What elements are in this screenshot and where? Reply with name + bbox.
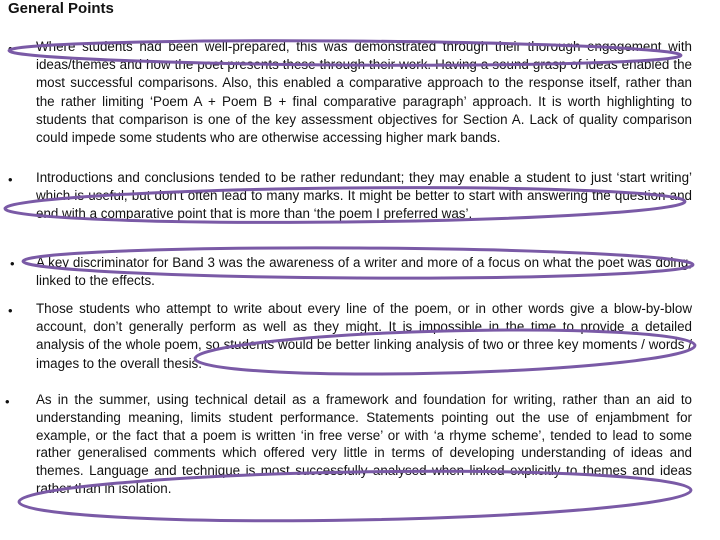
- list-item: Where students had been well-prepared, this was demonstrated through their thorough engagement with ideas/themes and how the poet presents these through their work. Having a sound grasp of ideas enabled the most successful comparisons. Also, this enabled a comparative approach to the response itself, rather than the rather limiting ‘Poem A + Poem B + final comparative paragraph’ approach. It is worth highlighting to students that comparison is one of the key assessment objectives for Section A. Lack of quality comparison could impede some students who are otherwise accessing higher mark bands.: [36, 39, 692, 146]
- bullet-glyph: •: [8, 41, 13, 56]
- list-item: Introductions and conclusions tended to be rather redundant; they may enable a student to just ‘start writing’ which is useful, but don’t often lead to many marks. It might be better to start with answering the question and end with a comparative point that is more than ‘the poem I preferred was’.: [36, 170, 692, 222]
- bullet-glyph: •: [8, 172, 13, 187]
- bullet-glyph: •: [5, 394, 10, 409]
- page-title: General Points: [8, 0, 114, 17]
- bullet-glyph: •: [10, 256, 15, 271]
- list-item: As in the summer, using technical detail as a framework and foundation for writing, rather than an aid to understanding meaning, limits student performance. Statements pointing out the use of enjambment for example, or the fact that a poem is written ‘in free verse’ or with ‘a rhyme scheme’, tended to lead to some rather generalised comments which offered very little in terms of developing understanding of ideas and themes. Language and technique is most successfully analysed when linked explicitly to themes and ideas rather than in isolation.: [36, 392, 692, 496]
- list-item: Those students who attempt to write about every line of the poem, or in other words give a blow-by-blow account, don’t generally perform as well as they might. It is impossible in the time to provide a detailed analysis of the whole poem, so students would be better linking analysis of two or three key moments / words / images to the overall thesis.: [36, 301, 692, 371]
- bullet-glyph: •: [8, 303, 13, 318]
- list-item: A key discriminator for Band 3 was the awareness of a writer and more of a focus on what the poet was doing, linked to the effects.: [36, 255, 692, 289]
